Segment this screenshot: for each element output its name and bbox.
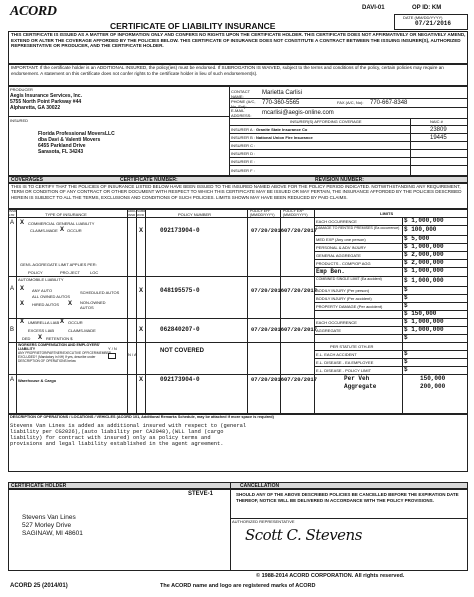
holder-line: SAGINAW, MI 48601 xyxy=(22,530,83,537)
umbrella-occur-check: X xyxy=(60,319,65,325)
limit-value: $ 2,000,000 xyxy=(404,259,444,266)
limit-label: PER STATUTE OTH-ER xyxy=(330,344,374,349)
limit-label: EACH OCCURRENCE xyxy=(316,219,357,224)
op-id: OP ID: KM xyxy=(412,5,442,11)
gl-check: X xyxy=(20,220,25,226)
contact-phone: 770-360-5565 xyxy=(262,100,300,106)
limit-label: GENERAL AGGREGATE xyxy=(316,253,361,258)
limit-value: $ 1,000,000 xyxy=(404,318,444,325)
email-label: E-MAIL ADDRESS: xyxy=(231,108,252,118)
limit-value: $ 1,000,000 xyxy=(404,267,444,274)
limit-label: BODILY INJURY (Per accident) xyxy=(316,296,372,301)
limit-value: $ 1,000,000 xyxy=(404,243,444,250)
cargo-type: Warehouse & Cargo xyxy=(18,378,57,383)
gl-occur: OCCUR xyxy=(67,228,82,233)
limit-value: $ xyxy=(404,286,408,293)
insurer-b-naic: 19445 xyxy=(430,135,447,141)
col-ltr: INSR LTR xyxy=(9,209,17,217)
auto-check: X xyxy=(68,301,73,307)
auto-opt: HIRED AUTOS xyxy=(32,302,60,307)
auto-addl: X xyxy=(139,288,144,294)
col-subr: SUBR WVD xyxy=(137,209,146,217)
insurer-a-naic: 23809 xyxy=(430,127,447,133)
holder-line: Stevens Van Lines xyxy=(22,514,76,521)
insurer-a-name: Granite State Insurance Co xyxy=(256,127,308,132)
coverage-table xyxy=(8,209,468,414)
limit-value: $ 1,000,000 xyxy=(404,326,444,333)
coverages-text: THIS IS TO CERTIFY THAT THE POLICIES OF INSURANCE LISTED BELOW HAVE BEEN ISSUED TO THE INSURED NAMED ABOVE FOR THE POLICY PERIOD INDICATED. NOTWITHSTANDING ANY REQUIREMENT, TERM OR CONDITION OF ANY CONTRACT OR OTHER DOCUMENT WITH RESPECT TO WHICH THIS CERTIFICATE MAY BE ISSUED OR MAY PERTAIN, THE INSURANCE AFFORDED BY THE POLICIES DESCRIBED HEREIN IS SUBJECT TO ALL THE TERMS, EXCLUSIONS AND CONDITIONS OF SUCH POLICIES. LIMITS SHOWN MAY HAVE BEEN REDUCED BY PAID CLAIMS. xyxy=(11,184,462,200)
insured-line: 6455 Parkland Drive xyxy=(38,143,86,149)
contact-name: Marietta Carlisi xyxy=(262,90,303,96)
coverages-label: COVERAGES xyxy=(11,177,43,183)
contact-email: mcarlisi@aegis-online.com xyxy=(262,110,334,116)
auto-ltr: A xyxy=(10,286,15,292)
cargo-limit-label: Per Veh xyxy=(344,375,370,382)
col-exp: POLICY EXP (MM/DD/YYYY) xyxy=(283,209,308,217)
cargo-exp: 07/20/2017 xyxy=(284,376,318,383)
authorized-rep-label: AUTHORIZED REPRESENTATIVE xyxy=(232,519,295,524)
limit-label: PERSONAL & ADV INJURY xyxy=(316,245,367,250)
insurer-b-label: INSURER B : xyxy=(231,135,256,140)
cargo-limit-value: 150,000 xyxy=(420,375,446,382)
umbrella-addl: X xyxy=(139,327,144,333)
wc-sub: ANY PROPRIETOR/PARTNER/EXECUTIVE OFFICER/MEMBER EXCLUDED? (Mandatory in NH) If yes, describe under DESCRIPTION OF OPERATIONS below xyxy=(18,351,111,363)
insurer-b-name: National Union Fire Insurance xyxy=(256,135,313,140)
auto-opt: ANY AUTO xyxy=(32,288,53,293)
date-label: DATE (MM/DD/YYYY) xyxy=(403,15,443,20)
umbrella-retention: RETENTION $ xyxy=(46,336,73,341)
auto-policy: 048195575-0 xyxy=(160,287,200,294)
limit-value: $ 1,000,000 xyxy=(404,217,444,224)
description-line: provisions and legal liability established in the agent agreement. xyxy=(10,441,224,447)
cargo-policy: 092173904-0 xyxy=(160,376,200,383)
gl-occur-check: X xyxy=(60,227,65,233)
insurer-f-label: INSURER F : xyxy=(231,168,255,173)
gl-agg-project: PRO-JECT xyxy=(60,270,80,275)
wc-type: WORKERS COMPENSATION AND EMPLOYERS' LIABILITY xyxy=(18,343,100,351)
gl-agg-label: GEN'L AGGREGATE LIMIT APPLIES PER: xyxy=(20,262,97,267)
description-line: Stevens Van Lines is added as additional insured with respect to (general xyxy=(10,423,247,429)
insurer-a-label: INSURER A : xyxy=(231,127,255,132)
auto-exp: 07/20/2017 xyxy=(284,287,318,294)
naic-label: NAIC # xyxy=(430,119,443,124)
gl-eff: 07/20/2016 xyxy=(251,227,285,234)
limit-value: $ 2,000,000 xyxy=(404,251,444,258)
limit-value: $ 5,000 xyxy=(404,235,430,242)
limit-label: AGGREGATE xyxy=(316,328,342,333)
limit-label: PROPERTY DAMAGE (Per accident) xyxy=(316,304,383,309)
signature: Scott C. Stevens xyxy=(245,526,362,544)
cargo-limit-value: 200,000 xyxy=(420,383,446,390)
fax-label: FAX (A/C, No): xyxy=(337,100,364,105)
limit-value: $ xyxy=(404,366,408,373)
limit-label: Emp Ben. xyxy=(316,268,345,275)
col-limits: LIMITS xyxy=(380,211,394,216)
limit-value: $ xyxy=(404,302,408,309)
gl-exp: 07/20/2017 xyxy=(284,227,318,234)
gl-type: COMMERCIAL GENERAL LIABILITY xyxy=(28,221,95,226)
notice-text: THIS CERTIFICATE IS ISSUED AS A MATTER OF INFORMATION ONLY AND CONFERS NO RIGHTS UPON THE CERTIFICATE HOLDER. THIS CERTIFICATE DOES NOT AFFIRMATIVELY OR NEGATIVELY AMEND, EXTEND OR ALTER THE COVERAGE AFFORDED BY THE POLICIES BELOW. THIS CERTIFICATE OF INSURANCE DOES NOT CONSTITUTE A CONTRACT BETWEEN THE ISSUING INSURER(S), AUTHORIZED REPRESENTATIVE OR PRODUCER, AND THE CERTIFICATE HOLDER. xyxy=(11,32,466,49)
copyright: © 1988-2014 ACORD CORPORATION. All rights reserved. xyxy=(256,573,405,579)
umbrella-opt: UMBRELLA LIAB xyxy=(28,320,60,325)
producer-line: Aegis Insurance Services, Inc. xyxy=(10,93,82,99)
wc-policy: NOT COVERED xyxy=(160,348,205,354)
description-line: liability per CG2026),(auto liability per CA2048),(WLL land (cargo xyxy=(10,429,224,435)
umbrella-opt: OCCUR xyxy=(68,320,83,325)
insured-label: INSURED xyxy=(10,118,29,123)
limit-value: $ xyxy=(404,334,408,341)
cargo-addl: X xyxy=(139,377,144,383)
auto-opt: NON-OWNED AUTOS xyxy=(80,300,106,310)
umbrella-ded: DED xyxy=(22,336,31,341)
umbrella-opt: CLAIMS-MADE xyxy=(68,328,96,333)
limit-label: E.L. DISEASE - POLICY LIMIT xyxy=(316,368,372,373)
auto-opt: ALL OWNED AUTOS xyxy=(32,294,71,299)
insured-line: Sarasota, FL 34243 xyxy=(38,149,84,155)
auto-type: AUTOMOBILE LIABILITY xyxy=(18,277,64,282)
limit-label: MED EXP (Any one person) xyxy=(316,237,366,242)
limit-value: $ xyxy=(404,350,408,357)
certificate-number-label: CERTIFICATE NUMBER: xyxy=(120,177,178,183)
form-number: ACORD 25 (2014/01) xyxy=(10,583,68,589)
trademark: The ACORD name and logo are registered marks of ACORD xyxy=(160,583,316,589)
col-policy: POLICY NUMBER xyxy=(178,212,212,217)
insured-line: Florida Professional MoversLLC xyxy=(38,131,115,137)
limit-label: PRODUCTS - COMP/OP AGG xyxy=(316,261,371,266)
document-title: CERTIFICATE OF LIABILITY INSURANCE xyxy=(110,21,276,31)
gl-claims-made: CLAIMS-MADE xyxy=(30,228,58,233)
wc-yn-box xyxy=(108,353,116,359)
limit-value: $ 100,000 xyxy=(404,226,437,233)
umbrella-opt: EXCESS LIAB xyxy=(28,328,55,333)
limit-label: BODILY INJURY (Per person) xyxy=(316,288,370,293)
umbrella-exp: 07/20/2017 xyxy=(284,326,318,333)
form-id: DAVI-01 xyxy=(362,5,385,11)
gl-agg-loc: LOC xyxy=(90,270,99,275)
gl-ltr: A xyxy=(10,220,15,226)
limit-value: $ xyxy=(404,358,408,365)
important-text: IMPORTANT: If the certificate holder is an ADDITIONAL INSURED, the policy(ies) must be endorsed. If SUBROGATION IS WAIVED, subject to the terms and conditions of the policy, certain policies may require an endorsement. A statement on this certificate does not confer rights to the certificate holder in lieu of such endorsement(s). xyxy=(11,65,444,76)
cargo-ltr: A xyxy=(10,377,15,383)
cancellation-text: SHOULD ANY OF THE ABOVE DESCRIBED POLICIES BE CANCELLED BEFORE THE EXPIRATION DATE THEREOF, NOTICE WILL BE DELIVERED IN ACCORDANCE WITH THE POLICY PROVISIONS. xyxy=(236,492,459,503)
limit-label: E.L. EACH ACCIDENT xyxy=(316,352,357,357)
contact-fax: 770-667-8348 xyxy=(370,100,408,106)
cancellation-label: CANCELLATION xyxy=(240,483,280,489)
gl-agg-policy: POLICY xyxy=(28,270,43,275)
wc-na: N / A xyxy=(128,352,137,357)
insured-line: dba Davi & Valenti Movers xyxy=(38,137,101,143)
acord-logo: ACORD xyxy=(10,4,57,19)
limit-label: E.L. DISEASE - EA EMPLOYEE xyxy=(316,360,374,365)
auto-check: X xyxy=(20,286,25,292)
insurers-header: INSURER(S) AFFORDING COVERAGE xyxy=(290,119,362,124)
gl-addl: X xyxy=(139,228,144,234)
gl-policy: 092173904-0 xyxy=(160,227,200,234)
limit-value: $ 1,000,000 xyxy=(404,277,444,284)
col-type: TYPE OF INSURANCE xyxy=(45,212,87,217)
umbrella-ltr: B xyxy=(10,327,15,333)
producer-label: PRODUCER xyxy=(10,87,33,92)
cargo-eff: 07/20/2016 xyxy=(251,376,285,383)
cargo-limit-label: Aggregate xyxy=(344,383,377,390)
holder-line: 527 Morley Drive xyxy=(22,522,72,529)
umbrella-policy: 062840207-0 xyxy=(160,326,200,333)
limit-label: COMBINED SINGLE LIMIT (Ea accident) xyxy=(316,277,382,281)
col-eff: POLICY EFF (MM/DD/YYYY) xyxy=(250,209,275,217)
auto-check: X xyxy=(20,301,25,307)
phone-label: PHONE (A/C, No, Ext): xyxy=(231,99,256,109)
revision-number-label: REVISION NUMBER: xyxy=(315,177,364,183)
limit-value: $ 150,000 xyxy=(404,310,437,317)
description-label: DESCRIPTION OF OPERATIONS / LOCATIONS / VEHICLES (ACORD 101, Additional Remarks Schedule, may be attached if more space is required) xyxy=(10,415,274,419)
insurer-e-label: INSURER E : xyxy=(231,159,256,164)
producer-line: Alpharetta, GA 30022 xyxy=(10,105,61,111)
holder-label: CERTIFICATE HOLDER xyxy=(11,483,67,489)
description-line: liability) for contract with insured) only as policy terms and xyxy=(10,435,211,441)
insurer-d-label: INSURER D : xyxy=(231,151,256,156)
wc-yn: Y / N xyxy=(108,346,117,351)
umbrella-check: X xyxy=(20,319,25,325)
producer-line: 5755 North Point Parkway #44 xyxy=(10,99,82,105)
umbrella-ret-check: X xyxy=(38,335,43,341)
date-value: 07/21/2016 xyxy=(415,20,452,27)
col-addl: ADDL INSD xyxy=(128,209,136,217)
umbrella-eff: 07/20/2016 xyxy=(251,326,285,333)
limit-value: $ xyxy=(404,294,408,301)
contact-name-label: CONTACT NAME: xyxy=(231,89,250,99)
holder-code: STEVE-1 xyxy=(188,491,214,497)
auto-opt: SCHEDULED AUTOS xyxy=(80,290,120,295)
auto-eff: 07/20/2016 xyxy=(251,287,285,294)
insurer-c-label: INSURER C : xyxy=(231,143,256,148)
limit-label: EACH OCCURRENCE xyxy=(316,320,357,325)
limit-label: DAMAGE TO RENTED PREMISES (Ea occurrence) xyxy=(316,226,400,230)
